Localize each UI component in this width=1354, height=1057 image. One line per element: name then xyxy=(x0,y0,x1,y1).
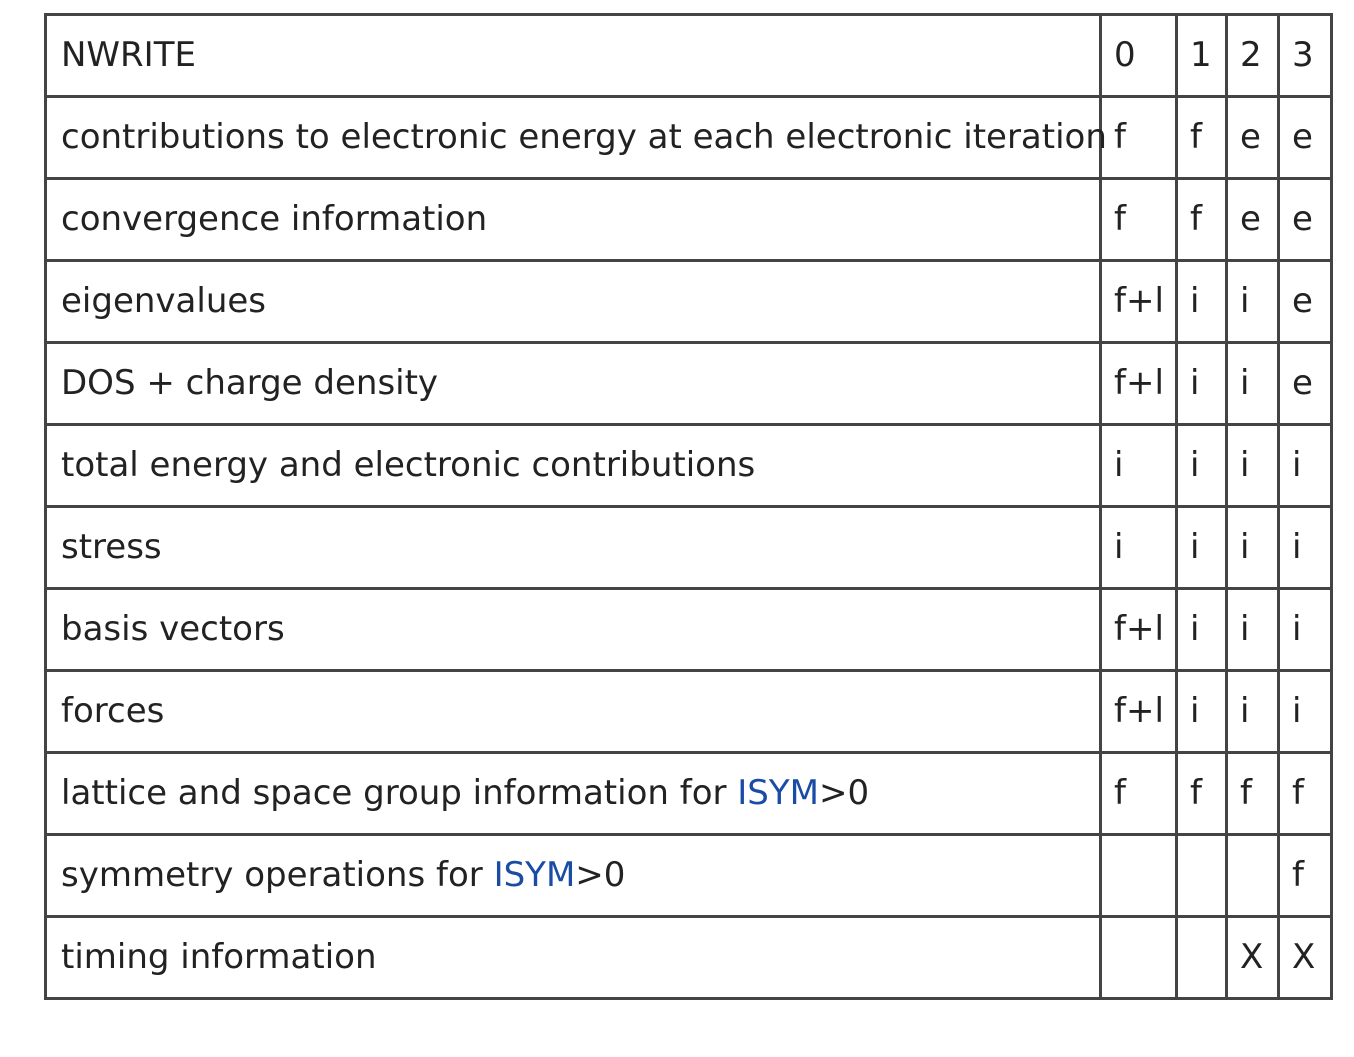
row-value-0 xyxy=(1101,917,1177,999)
table-row xyxy=(46,835,1332,917)
row-value-0: f+l xyxy=(1101,343,1177,425)
table-row xyxy=(46,917,1332,999)
row-label: convergence information xyxy=(46,179,1101,261)
row-label-prefix: symmetry operations for xyxy=(61,854,494,895)
header-level-0: 0 xyxy=(1101,15,1177,97)
row-value-3: f xyxy=(1279,753,1332,835)
row-value-0: f xyxy=(1101,753,1177,835)
row-value-3: e xyxy=(1279,179,1332,261)
row-value-1: i xyxy=(1177,343,1227,425)
row-value-3: i xyxy=(1279,425,1332,507)
row-value-1: f xyxy=(1177,179,1227,261)
row-value-2: i xyxy=(1227,507,1279,589)
row-value-3: i xyxy=(1279,507,1332,589)
row-value-2: e xyxy=(1227,97,1279,179)
row-label: stress xyxy=(46,507,1101,589)
row-label-suffix: >0 xyxy=(575,854,626,895)
row-value-0: f+l xyxy=(1101,261,1177,343)
row-value-2: i xyxy=(1227,589,1279,671)
row-value-0: f xyxy=(1101,97,1177,179)
table-row xyxy=(46,97,1332,179)
table-row xyxy=(46,671,1332,753)
row-value-0: f+l xyxy=(1101,589,1177,671)
row-value-2: e xyxy=(1227,179,1279,261)
row-value-3: i xyxy=(1279,589,1332,671)
row-value-3: e xyxy=(1279,97,1332,179)
row-value-1: f xyxy=(1177,97,1227,179)
row-label: DOS + charge density xyxy=(46,343,1101,425)
row-label: eigenvalues xyxy=(46,261,1101,343)
row-value-1 xyxy=(1177,917,1227,999)
header-level-1: 1 xyxy=(1177,15,1227,97)
row-value-3: e xyxy=(1279,261,1332,343)
row-value-0 xyxy=(1101,835,1177,917)
isym-link[interactable]: ISYM xyxy=(737,772,819,813)
table-row xyxy=(46,261,1332,343)
row-value-0: f+l xyxy=(1101,671,1177,753)
row-label xyxy=(46,753,1101,835)
header-level-3: 3 xyxy=(1279,15,1332,97)
row-value-1: i xyxy=(1177,507,1227,589)
row-value-2: i xyxy=(1227,261,1279,343)
row-label: contributions to electronic energy at each electronic iteration xyxy=(46,97,1101,179)
row-value-2 xyxy=(1227,835,1279,917)
nwrite-table xyxy=(44,13,1333,1000)
row-value-1: i xyxy=(1177,261,1227,343)
row-label-prefix: lattice and space group information for xyxy=(61,772,738,813)
table-row xyxy=(46,425,1332,507)
row-label xyxy=(46,835,1101,917)
table-row xyxy=(46,589,1332,671)
row-value-2: X xyxy=(1227,917,1279,999)
row-value-3: f xyxy=(1279,835,1332,917)
row-value-3: i xyxy=(1279,671,1332,753)
row-value-1: i xyxy=(1177,671,1227,753)
row-value-3: e xyxy=(1279,343,1332,425)
table-row xyxy=(46,507,1332,589)
row-value-2: i xyxy=(1227,343,1279,425)
header-row xyxy=(46,15,1332,97)
row-label-suffix: >0 xyxy=(819,772,870,813)
row-value-0: i xyxy=(1101,425,1177,507)
row-value-2: i xyxy=(1227,671,1279,753)
row-value-1: f xyxy=(1177,753,1227,835)
row-value-0: i xyxy=(1101,507,1177,589)
isym-link[interactable]: ISYM xyxy=(493,854,576,895)
row-value-1 xyxy=(1177,835,1227,917)
row-label: total energy and electronic contributions xyxy=(46,425,1101,507)
row-value-2: f xyxy=(1227,753,1279,835)
row-value-0: f xyxy=(1101,179,1177,261)
table-row xyxy=(46,753,1332,835)
table-row xyxy=(46,179,1332,261)
row-label: timing information xyxy=(46,917,1101,999)
row-label: forces xyxy=(46,671,1101,753)
row-label: basis vectors xyxy=(46,589,1101,671)
row-value-2: i xyxy=(1227,425,1279,507)
header-label: NWRITE xyxy=(46,15,1101,97)
row-value-1: i xyxy=(1177,589,1227,671)
header-level-2: 2 xyxy=(1227,15,1279,97)
row-value-1: i xyxy=(1177,425,1227,507)
table-row xyxy=(46,343,1332,425)
row-value-3: X xyxy=(1279,917,1332,999)
